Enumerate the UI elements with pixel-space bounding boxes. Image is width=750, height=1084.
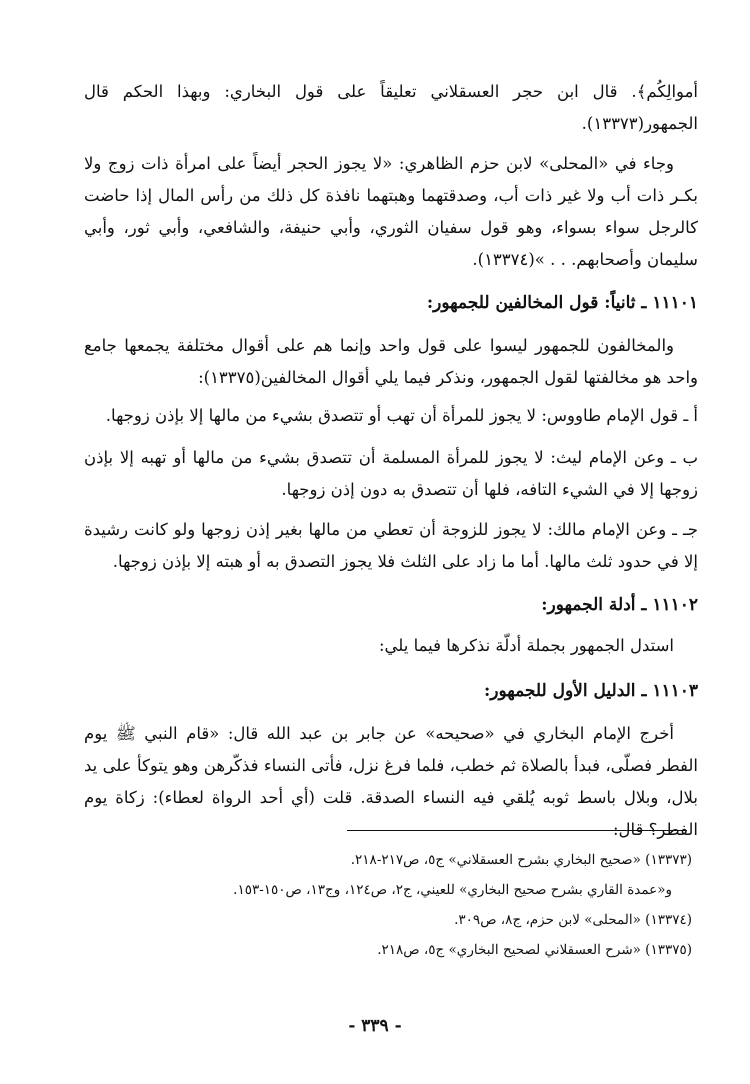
section-heading-first-evidence: ١١١٠٣ ـ الدليل الأول للجمهور: <box>483 681 698 701</box>
footnote-13374: (١٣٣٧٤) «المحلى» لابن حزم، ج٨، ص٣٠٩. <box>454 912 692 928</box>
list-item-layth: ب ـ وعن الإمام ليث: لا يجوز للمرأة المسلمة أن تتصدق بشيء من مالها أو تهبه إلا بإذن زوجها إلا في الشيء التافه، فلها أن تتصدق به دون إذن زوجها. <box>84 448 698 499</box>
list-item-malik: جـ ـ وعن الإمام مالك: لا يجوز للزوجة أن تعطي من مالها بغير إذن زوجها ولو كانت رشيدة إلا في حدود ثلث مالها. أما ما زاد على الثلث فلا يجوز التصدق به أو هبته إلا بإذن زوجها. <box>84 520 698 571</box>
footnote-divider <box>347 830 687 831</box>
paragraph-opponents-intro: والمخالفون للجمهور ليسوا على قول واحد وإنما هم على أقوال مختلفة يجمعها جامع واحد هو مخالفتها لقول الجمهور، ونذكر فيما يلي أقوال المخالفين(١٣٣٧٥): <box>84 336 698 387</box>
paragraph-muhalla-quote: وجاء في «المحلى» لابن حزم الظاهري: «لا يجوز الحجر أيضاً على امرأة ذات زوج ولا بكـر ذات أب ولا غير ذات أب، وصدقتهما وهبتهما نافذة كل ذلك من رأس المال إذا حاضت كالرجل سواء بسواء، وهو قول سفيان الثوري، وأبي حنيفة، والشافعي، وأبي ثور، وأبي سليمان وأصحابهم. . . »(١٣٣٧٤). <box>84 154 698 269</box>
footnote-13373-continued: و«عمدة القاري بشرح صحيح البخاري» للعيني، ج٢، ص١٢٤، وج١٣، ص١٥٠-١٥٣. <box>233 882 672 898</box>
section-heading-evidence: ١١١٠٢ ـ أدلة الجمهور: <box>541 595 698 615</box>
footnote-13373: (١٣٣٧٣) «صحيح البخاري بشرح العسقلاني» ج٥، ص٢١٧-٢١٨. <box>350 852 692 868</box>
list-item-tawus: أ ـ قول الإمام طاووس: لا يجوز للمرأة أن تهب أو تتصدق بشيء من مالها إلا بإذن زوجها. <box>105 406 698 425</box>
footnote-13375: (١٣٣٧٥) «شرح العسقلاني لصحيح البخاري» ج٥، ص٢١٨. <box>377 942 692 958</box>
paragraph-evidence-intro: استدل الجمهور بجملة أدلّة نذكرها فيما يلي: <box>378 636 674 655</box>
paragraph-bukhari-hadith: أخرج الإمام البخاري في «صحيحه» عن جابر بن عبد الله قال: «قام النبي ﷺ يوم الفطر فصلّى، فبدأ بالصلاة ثم خطب، فلما فرغ نزل، فأتى النساء فذكّرهن وهو يتوكأ على يد بلال، وبلال باسط ثوبه يُلقي فيه النساء الصدقة. قلت (أي أحد الرواة لعطاء): زكاة يوم الفطر؟ قال: <box>84 724 698 839</box>
paragraph-bukhari-comment: أموالِكُم﴾. قال ابن حجر العسقلاني تعليقاً على قول البخاري: وبهذا الحكم قال الجمهور(١٣٣٧٣). <box>84 82 698 133</box>
section-heading-opponents: ١١١٠١ ـ ثانياً: قول المخالفين للجمهور: <box>426 293 698 313</box>
page-number: - ٣٣٩ - <box>348 1016 402 1036</box>
